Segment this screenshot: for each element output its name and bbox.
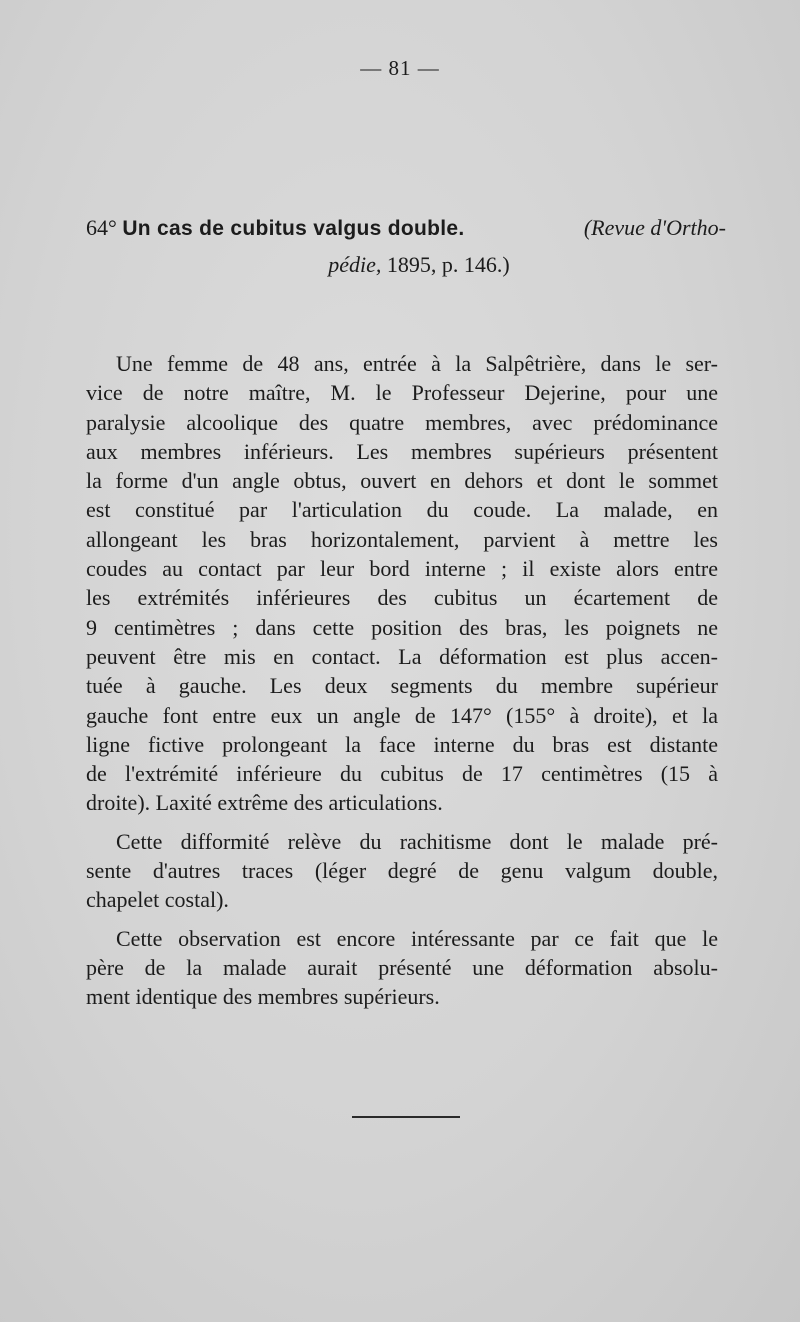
article-body [86,349,718,1012]
article-number: 64° [86,215,117,240]
paragraph-1 [86,349,718,818]
text-line: allongeant les bras horizontalement, parvient à mettre les [86,526,718,552]
text-line: de l'extrémité inférieure du cubitus de 17 centimètres (15 à [86,761,718,787]
text-line: chapelet costal). [86,887,229,913]
text-line: les extrémités inférieures des cubitus un écartement de [86,585,718,611]
heading-line-1 [86,210,726,247]
source-reference-part-2: 1895, p. 146.) [386,252,510,277]
text-line: père de la malade aurait présenté une déformation absolu- [86,954,718,980]
text-line: Cette observation est encore intéressante par ce fait que le [116,925,718,951]
article-heading [86,210,726,283]
end-rule [352,1116,460,1118]
text-line: sente d'autres traces (léger degré de genu valgum double, [86,858,718,884]
text-line: paralysie alcoolique des quatre membres, avec prédominance [86,409,718,435]
paragraph-2 [86,827,718,915]
text-line: aux membres inférieurs. Les membres supérieurs présentent [86,438,718,464]
text-line: la forme d'un angle obtus, ouvert en dehors et dont le sommet [86,468,718,494]
text-line: Une femme de 48 ans, entrée à la Salpêtrière, dans le ser- [116,351,718,376]
text-line: gauche font entre eux un angle de 147° (155° à droite), et la [86,702,718,728]
text-line: droite). Laxité extrême des articulations. [86,790,443,816]
text-line: 9 centimètres ; dans cette position des bras, les poignets ne [86,614,718,640]
text-line: coudes au contact par leur bord interne ; il existe alors entre [86,556,718,582]
source-reference-part-1: (Revue d'Ortho- [583,215,726,240]
text-line: tuée à gauche. Les deux segments du membre supérieur [86,673,718,699]
text-line: ment identique des membres supérieurs. [86,984,440,1010]
text-line: Cette difformité relève du rachitisme dont le malade pré- [116,828,718,854]
text-line: ligne fictive prolongeant la face interne du bras est distante [86,731,718,757]
text-line: est constitué par l'articulation du coude. La malade, en [86,497,718,523]
text-line: peuvent être mis en contact. La déformation est plus accen- [86,643,718,669]
heading-line-2 [86,247,726,283]
source-reference-italic: pédie, [328,252,382,277]
article-title: Un cas de cubitus valgus double. [122,217,465,240]
page-number: — 81 — [360,56,440,80]
paragraph-3 [86,924,718,1012]
text-line: vice de notre maître, M. le Professeur Dejerine, pour une [86,380,718,406]
